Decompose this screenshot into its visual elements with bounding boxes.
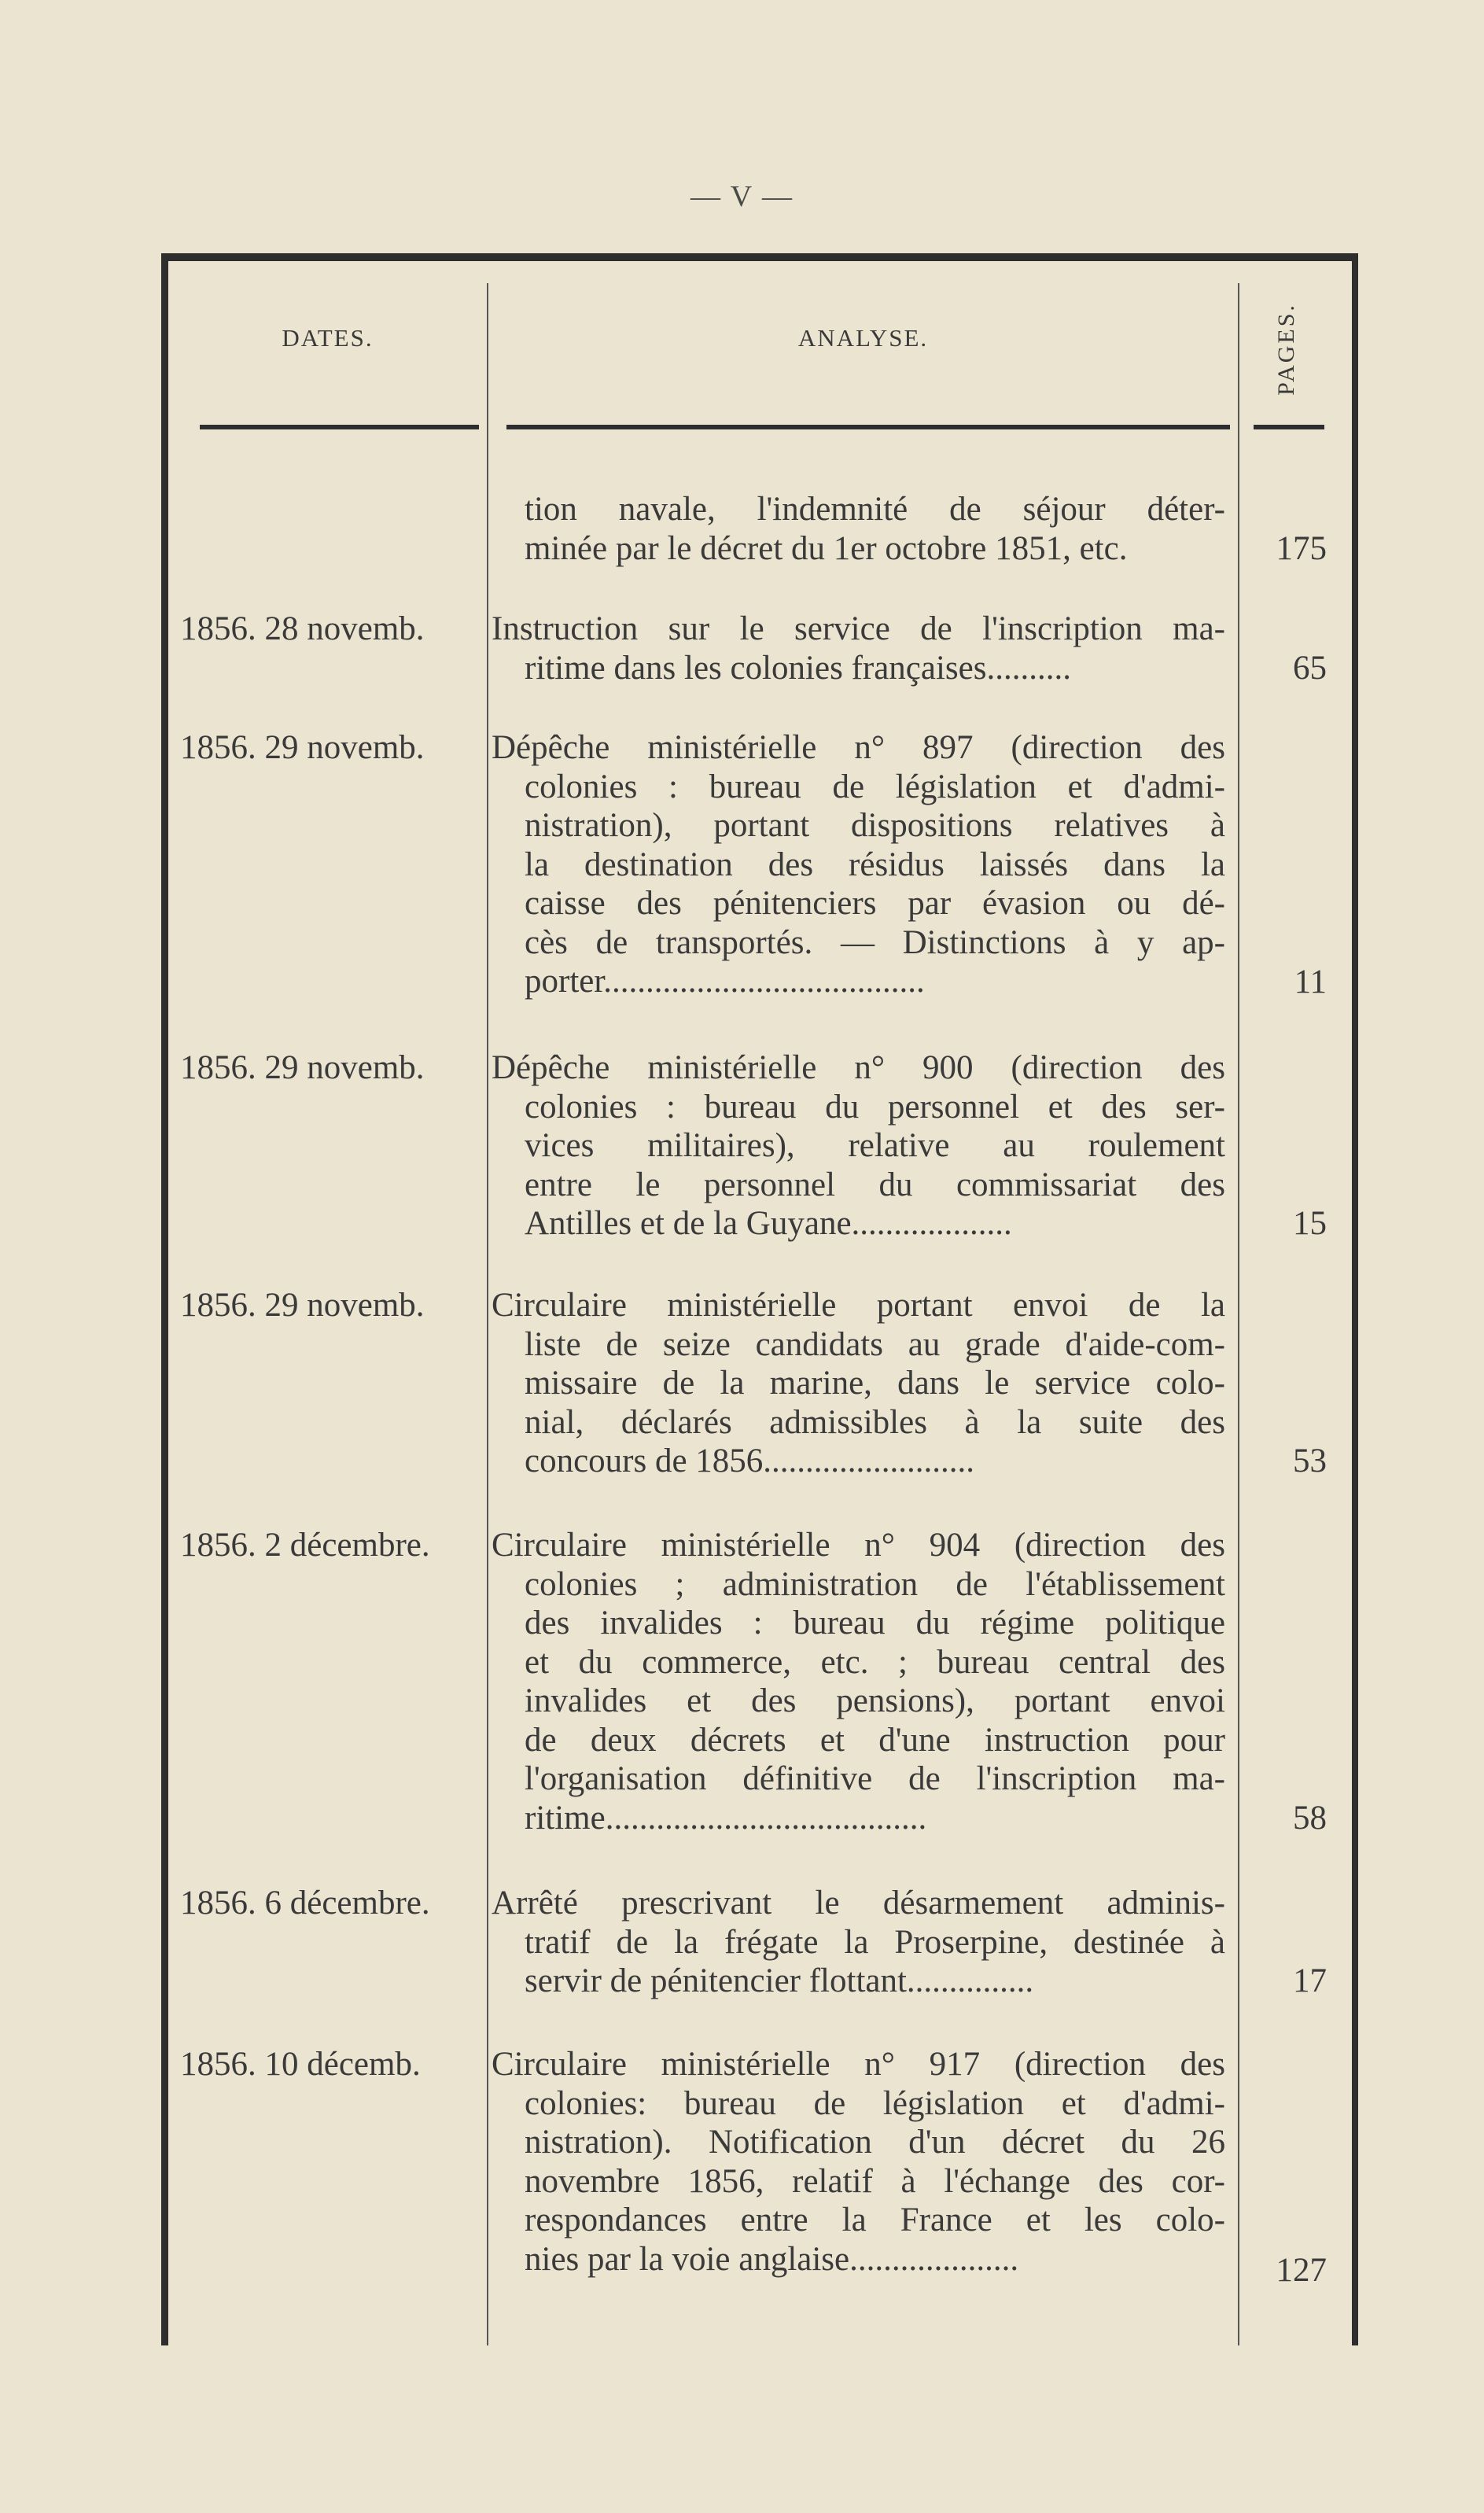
entry-page: 127 [1276, 2252, 1327, 2289]
analysis-line: entre le personnel du commissariat des [525, 1166, 1225, 1203]
analysis-line: colonies : bureau de législation et d'admi- [525, 768, 1225, 805]
entry-date: 1856. 29 novemb. [180, 1049, 425, 1086]
entries-list [161, 0, 1345, 2513]
analysis-line: caisse des pénitenciers par évasion ou dé- [525, 885, 1225, 922]
entry-page: 11 [1294, 964, 1327, 1000]
header-analyse: ANALYSE. [797, 324, 929, 352]
analysis-line: nial, déclarés admissibles à la suite des [525, 1403, 1225, 1441]
analysis-line: de deux décrets et d'une instruction pour [525, 1721, 1225, 1759]
entry-date: 1856. 6 décembre. [180, 1885, 430, 1922]
analysis-line: et du commerce, etc. ; bureau central des [525, 1643, 1225, 1681]
analysis-line: novembre 1856, relatif à l'échange des cor- [525, 2162, 1225, 2200]
entry-date: 1856. 29 novemb. [180, 1287, 425, 1324]
entry-page: 15 [1293, 1205, 1327, 1242]
entry-analysis [492, 1048, 1225, 1244]
entry-analysis [492, 1286, 1225, 1481]
analysis-line: la destination des résidus laissés dans la [525, 846, 1225, 883]
analysis-line: Antilles et de la Guyane................... [525, 1205, 1012, 1242]
entry-page: 58 [1293, 1800, 1327, 1837]
entry-analysis [492, 1526, 1225, 1837]
analysis-line: missaire de la marine, dans le service colo- [525, 1365, 1225, 1402]
analysis-line: tion navale, l'indemnité de séjour déter- [525, 491, 1225, 528]
analysis-line: respondances entre la France et les colo- [525, 2202, 1225, 2238]
analysis-line: Circulaire ministérielle portant envoi de la [492, 1287, 1225, 1324]
analysis-line: Dépêche ministérielle n° 897 (direction des [492, 729, 1225, 766]
analysis-line: Arrêté prescrivant le désarmement adminis- [492, 1885, 1225, 1922]
entry-page: 65 [1293, 650, 1327, 687]
analysis-line: liste de seize candidats au grade d'aide-com- [525, 1325, 1225, 1363]
analysis-line: nistration), portant dispositions relatives à [525, 807, 1225, 844]
entry-analysis [492, 2045, 1225, 2279]
analysis-line: nies par la voie anglaise.................... [525, 2240, 1019, 2278]
entry-analysis [492, 490, 1225, 568]
analysis-line: colonies ; administration de l'établissement [525, 1565, 1225, 1603]
header-dates: DATES. [282, 324, 374, 352]
page-number: — V — [690, 180, 794, 213]
analysis-line: colonies : bureau du personnel et des ser- [525, 1088, 1225, 1126]
entry-date: 1856. 10 décemb. [180, 2046, 421, 2083]
entry-page: 175 [1276, 530, 1327, 567]
entry-date: 1856. 2 décembre. [180, 1527, 430, 1564]
analysis-line: vices militaires), relative au roulement [525, 1127, 1225, 1164]
analysis-line: Instruction sur le service de l'inscription ma- [492, 610, 1225, 647]
analysis-line: tratif de la frégate la Proserpine, destinée à [525, 1923, 1225, 1961]
analysis-line: invalides et des pensions), portant envoi [525, 1682, 1225, 1719]
analysis-line: colonies: bureau de législation et d'admi- [525, 2084, 1225, 2122]
entry-date: 1856. 29 novemb. [180, 729, 425, 766]
entry-analysis [492, 610, 1225, 687]
entry-page: 17 [1293, 1962, 1327, 1999]
analysis-line: l'organisation définitive de l'inscription ma- [525, 1760, 1225, 1797]
entry-page: 53 [1293, 1443, 1327, 1479]
analysis-line: minée par le décret du 1er octobre 1851, etc. [525, 529, 1128, 567]
analysis-line: ritime...................................... [525, 1799, 927, 1837]
analysis-line: servir de pénitencier flottant............... [525, 1962, 1034, 1999]
analysis-line: porter...................................... [525, 963, 925, 1000]
entry-analysis [492, 728, 1225, 1001]
analysis-line: ritime dans les colonies françaises.......... [525, 649, 1071, 687]
entry-analysis [492, 1884, 1225, 2001]
analysis-line: des invalides : bureau du régime politique [525, 1605, 1225, 1642]
analysis-line: concours de 1856......................... [525, 1443, 975, 1479]
entry-date: 1856. 28 novemb. [180, 610, 425, 647]
analysis-line: Circulaire ministérielle n° 917 (direction des [492, 2046, 1225, 2083]
analysis-line: nistration). Notification d'un décret du 26 [525, 2124, 1225, 2161]
analysis-line: Circulaire ministérielle n° 904 (direction des [492, 1527, 1225, 1564]
analysis-line: Dépêche ministérielle n° 900 (direction des [492, 1049, 1225, 1086]
analysis-line: cès de transportés. — Distinctions à y ap- [525, 923, 1225, 961]
header-pages-label: PAGES. [1273, 303, 1299, 396]
